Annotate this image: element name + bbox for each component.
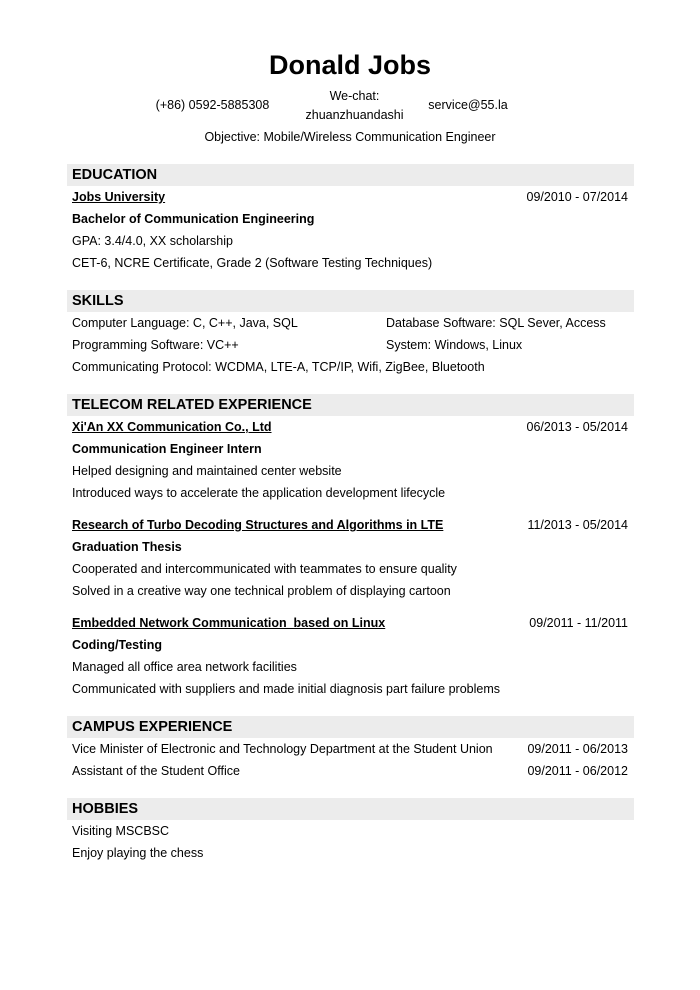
education-school: Jobs University [72,190,166,204]
education-dates: 09/2010 - 07/2014 [526,190,628,204]
resume-name: Donald Jobs [268,50,431,80]
campus-item [67,760,634,782]
section-header-hobbies: HOBBIES [67,798,634,820]
hobby-item: Visiting MSCBSC [72,824,170,838]
wechat-id: zhuanzhuandashi [305,108,404,122]
education-certs: CET-6, NCRE Certificate, Grade 2 (Software Testing Techniques) [72,256,433,270]
telecom-entry-3-header [67,612,634,634]
telecom-entry-point: Introduced ways to accelerate the application development lifecycle [72,486,446,500]
campus-item-text: Vice Minister of Electronic and Technology Department at the Student Union [72,742,493,756]
contact-phone: (+86) 0592-5885308 [155,98,270,112]
education-gpa: GPA: 3.4/4.0, XX scholarship [72,234,233,248]
telecom-entry-point: Managed all office area network facilities [72,660,297,674]
skill-protocol: Communicating Protocol: WCDMA, LTE-A, TCP/IP, Wifi, ZigBee, Bluetooth [72,360,485,374]
section-header-telecom: TELECOM RELATED EXPERIENCE [67,394,634,416]
telecom-entry-point: Cooperated and intercommunicated with teammates to ensure quality [72,562,457,576]
telecom-entry-dates: 06/2013 - 05/2014 [526,420,628,434]
telecom-entry-org: Xi'An XX Communication Co., Ltd [72,420,272,434]
telecom-entry-role: Communication Engineer Intern [72,442,262,456]
telecom-entry-2-header [67,514,634,536]
skill-programming-software: Programming Software: VC++ [72,338,239,352]
wechat-label: We-chat: [329,89,380,103]
skill-computer-language: Computer Language: C, C++, Java, SQL [72,316,298,330]
campus-item [67,738,634,760]
contact-email: service@55.la [428,98,508,112]
objective: Objective: Mobile/Wireless Communication Engineer [204,130,496,144]
campus-item-dates: 09/2011 - 06/2013 [527,742,628,756]
campus-item-dates: 09/2011 - 06/2012 [527,764,628,778]
telecom-entry-dates: 09/2011 - 11/2011 [529,616,628,630]
telecom-entry-point: Helped designing and maintained center website [72,464,342,478]
telecom-entry-org: Research of Turbo Decoding Structures and Algorithms in LTE [72,518,444,532]
telecom-entry-1-header [67,416,634,438]
section-header-skills: SKILLS [67,290,634,312]
telecom-entry-dates: 11/2013 - 05/2014 [527,518,628,532]
telecom-entry-role: Graduation Thesis [72,540,182,554]
education-school-row [67,186,634,208]
campus-item-text: Assistant of the Student Office [72,764,240,778]
telecom-entry-point: Solved in a creative way one technical problem of displaying cartoon [72,584,451,598]
skill-database-software: Database Software: SQL Sever, Access [386,316,606,330]
telecom-entry-role: Coding/Testing [72,638,163,652]
skills-row-1 [67,312,634,334]
resume-body [67,164,634,864]
contact-wechat [282,87,427,125]
skill-system: System: Windows, Linux [386,338,523,352]
skills-row-2 [67,334,634,356]
telecom-entry-point: Communicated with suppliers and made initial diagnosis part failure problems [72,682,500,696]
telecom-entry-org: Embedded Network Communication based on Linux [72,616,386,630]
hobby-item: Enjoy playing the chess [72,846,204,860]
section-header-education: EDUCATION [67,164,634,186]
education-degree: Bachelor of Communication Engineering [72,212,315,226]
section-header-campus: CAMPUS EXPERIENCE [67,716,634,738]
